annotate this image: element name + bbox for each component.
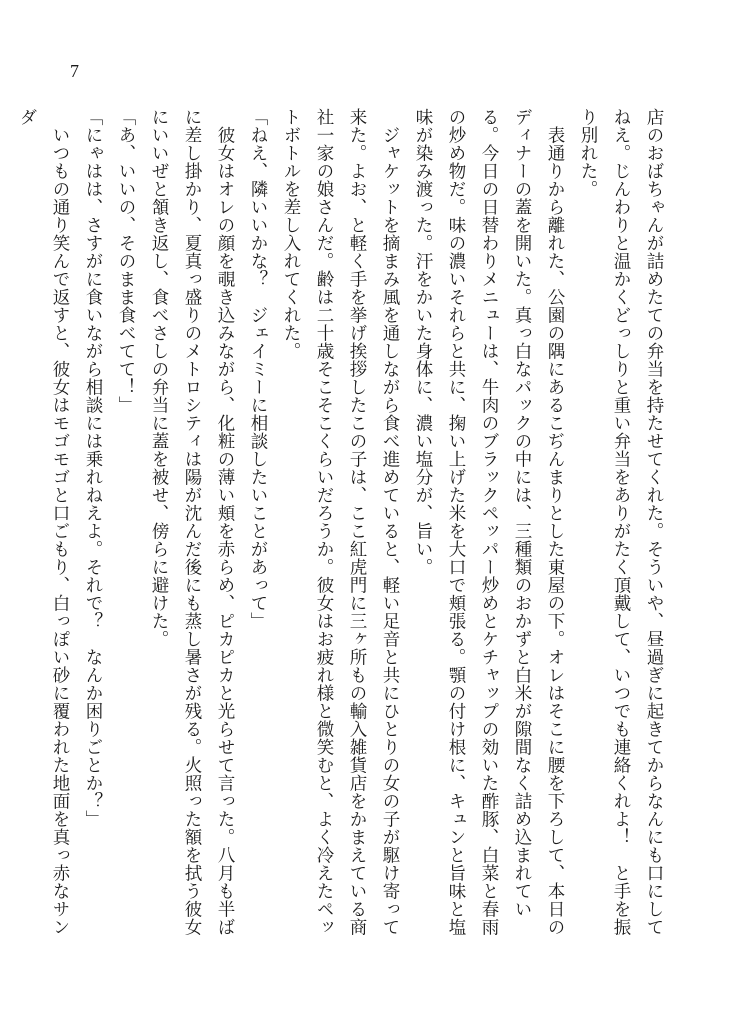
paragraph: 店のおばちゃんが詰めたての弁当を持たせてくれた。そういや、昼過ぎに起きてからなんにも口にしてねえ。じんわりと温かくどっしりと重い弁当をありがたく頂戴して、いつでも連絡くれよ！ と手を振り別れた。 bbox=[578, 108, 664, 936]
paragraph: 彼女はオレの顔を覗き込みながら、化粧の薄い頬を赤らめ、ピカピカと光らせて言った。八月も半ばに差し掛かり、夏真っ盛りのメトロシティは陽が沈んだ後にも蒸し暑さが残る。火照った額を拭う彼女にいいぜと頷き返し、食べさしの弁当に蓋を被せ、傍らに避けた。 bbox=[149, 108, 235, 936]
page-number: 7 bbox=[70, 61, 79, 81]
paragraph: 表通りから離れた、公園の隅にあるこぢんまりとした東屋の下。オレはそこに腰を下ろして、本日のディナーの蓋を開いた。真っ白なパックの中には、三種類のおかずと白米が隙間なく詰め込まれている。今日の日替わりメニューは、牛肉のブラックペッパー炒めとケチャップの効いた酢豚、白菜と春雨の炒め物だ。味の濃いそれらと共に、掬い上げた米を大口で頬張る。顎の付け根に、キュンと旨味と塩味が染み渡った。汗をかいた身体に、濃い塩分が、旨い。 bbox=[413, 108, 565, 936]
body-text bbox=[17, 108, 670, 948]
dialogue-line: 「あ、いいの、そのまま食べてて！」 bbox=[116, 108, 136, 414]
paragraph: ジャケットを摘まみ風を通しながら食べ進めていると、軽い足音と共にひとりの女の子が駆け寄って来た。よお、と軽く手を挙げ挨拶したこの子は、ここ紅虎門に三ヶ所もの輸入雑貨店をかまえている商社一家の娘さんだ。齢は二十歳そこそこくらいだろうか。彼女はお疲れ様と微笑むと、よく冷えたペットボトルを差し入れてくれた。 bbox=[281, 108, 400, 936]
dialogue-line: 「にゃはは、さすがに食いながら相談には乗れねえよ。それで？ なんか困りごとか？」 bbox=[83, 108, 103, 828]
dialogue-line: 「ねえ、隣いいかな？ ジェイミーに相談したいことがあって」 bbox=[248, 108, 268, 630]
paragraph: いつもの通り笑んで返すと、彼女はモゴモゴと口ごもり、白っぽい砂に覆われた地面を真っ赤なサンダ bbox=[17, 108, 70, 936]
